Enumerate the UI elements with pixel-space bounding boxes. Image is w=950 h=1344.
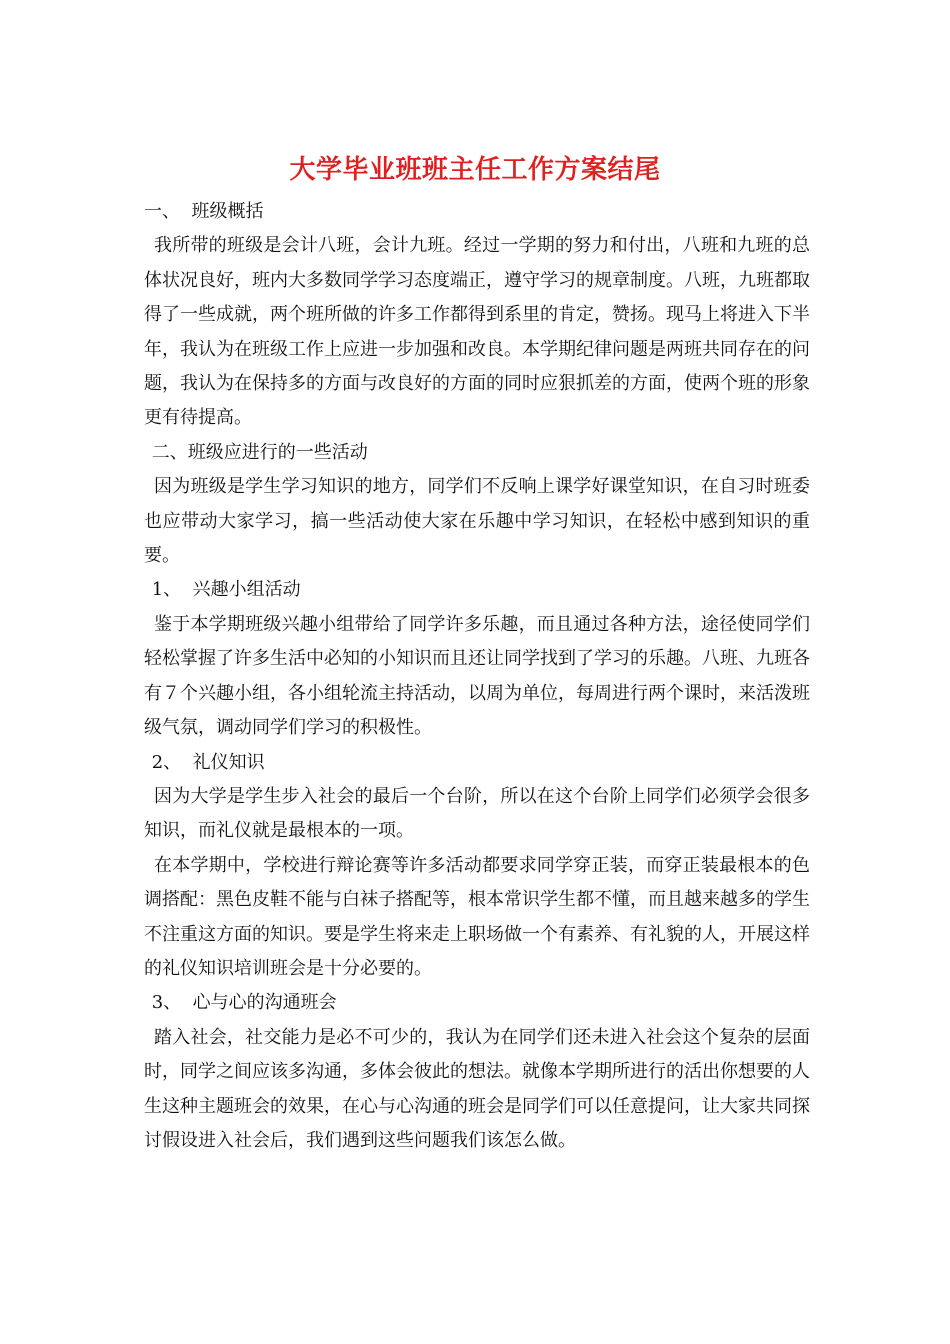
section-heading-class-overview: 一、 班级概括 <box>144 201 264 222</box>
subsection-heading-communication-meeting: 3、 心与心的沟通班会 <box>146 992 337 1014</box>
paragraph-communication-meeting: 踏入社会，社交能力是必不可少的，我认为在同学们还未进入社会这个复杂的层面时，同学之间应该多沟通，多体会彼此的想法。就像本学期所进行的活出你想要的人生这种主题班会的效果，在心与心沟通的班会是同学们可以任意提问，让大家共同探讨假设进入社会后，我们遇到这些问题我们该怎么做。 <box>144 1026 810 1151</box>
paragraph-class-overview: 我所带的班级是会计八班，会计九班。经过一学期的努力和付出，八班和九班的总体状况良好，班内大多数同学学习态度端正，遵守学习的规章制度。八班，九班都取得了一些成就，两个班所做的许多工作都得到系里的肯定，赞扬。现马上将进入下半年，我认为在班级工作上应进一步加强和改良。本学期纪律问题是两班共同存在的问题，我认为在保持多的方面与改良好的方面的同时应狠抓差的方面，使两个班的形象更有待提高。 <box>144 235 810 429</box>
section-heading-class-activities: 二、班级应进行的一些活动 <box>146 441 368 463</box>
paragraph-etiquette-details: 在本学期中，学校进行辩论赛等许多活动都要求同学穿正装，而穿正装最根本的色调搭配：黑色皮鞋不能与白袜子搭配等，根本常识学生都不懂，而且越来越多的学生不注重这方面的知识。要是学生将来走上职场做一个有素养、有礼貌的人，开展这样的礼仪知识培训班会是十分必要的。 <box>144 854 810 979</box>
paragraph-class-activities: 因为班级是学生学习知识的地方，同学们不反响上课学好课堂知识，在自习时班委也应带动大家学习，搞一些活动使大家在乐趣中学习知识，在轻松中感到知识的重要。 <box>144 476 810 567</box>
subsection-heading-etiquette: 2、 礼仪知识 <box>146 751 265 773</box>
subsection-heading-interest-groups: 1、 兴趣小组活动 <box>146 579 301 601</box>
paragraph-interest-groups: 鉴于本学期班级兴趣小组带给了同学许多乐趣，而且通过各种方法，途径使同学们轻松掌握了许多生活中必知的小知识而且还让同学找到了学习的乐趣。八班、九班各有７个兴趣小组，各小组轮流主持活动，以周为单位，每周进行两个课时，来活泼班级气氛，调动同学们学习的积极性。 <box>144 613 810 739</box>
document-body <box>144 195 810 1158</box>
paragraph-etiquette-intro: 因为大学是学生步入社会的最后一个台阶，所以在这个台阶上同学们必须学会很多知识，而礼仪就是最根本的一项。 <box>144 785 810 842</box>
document-title: 大学毕业班班主任工作方案结尾 <box>289 155 661 185</box>
